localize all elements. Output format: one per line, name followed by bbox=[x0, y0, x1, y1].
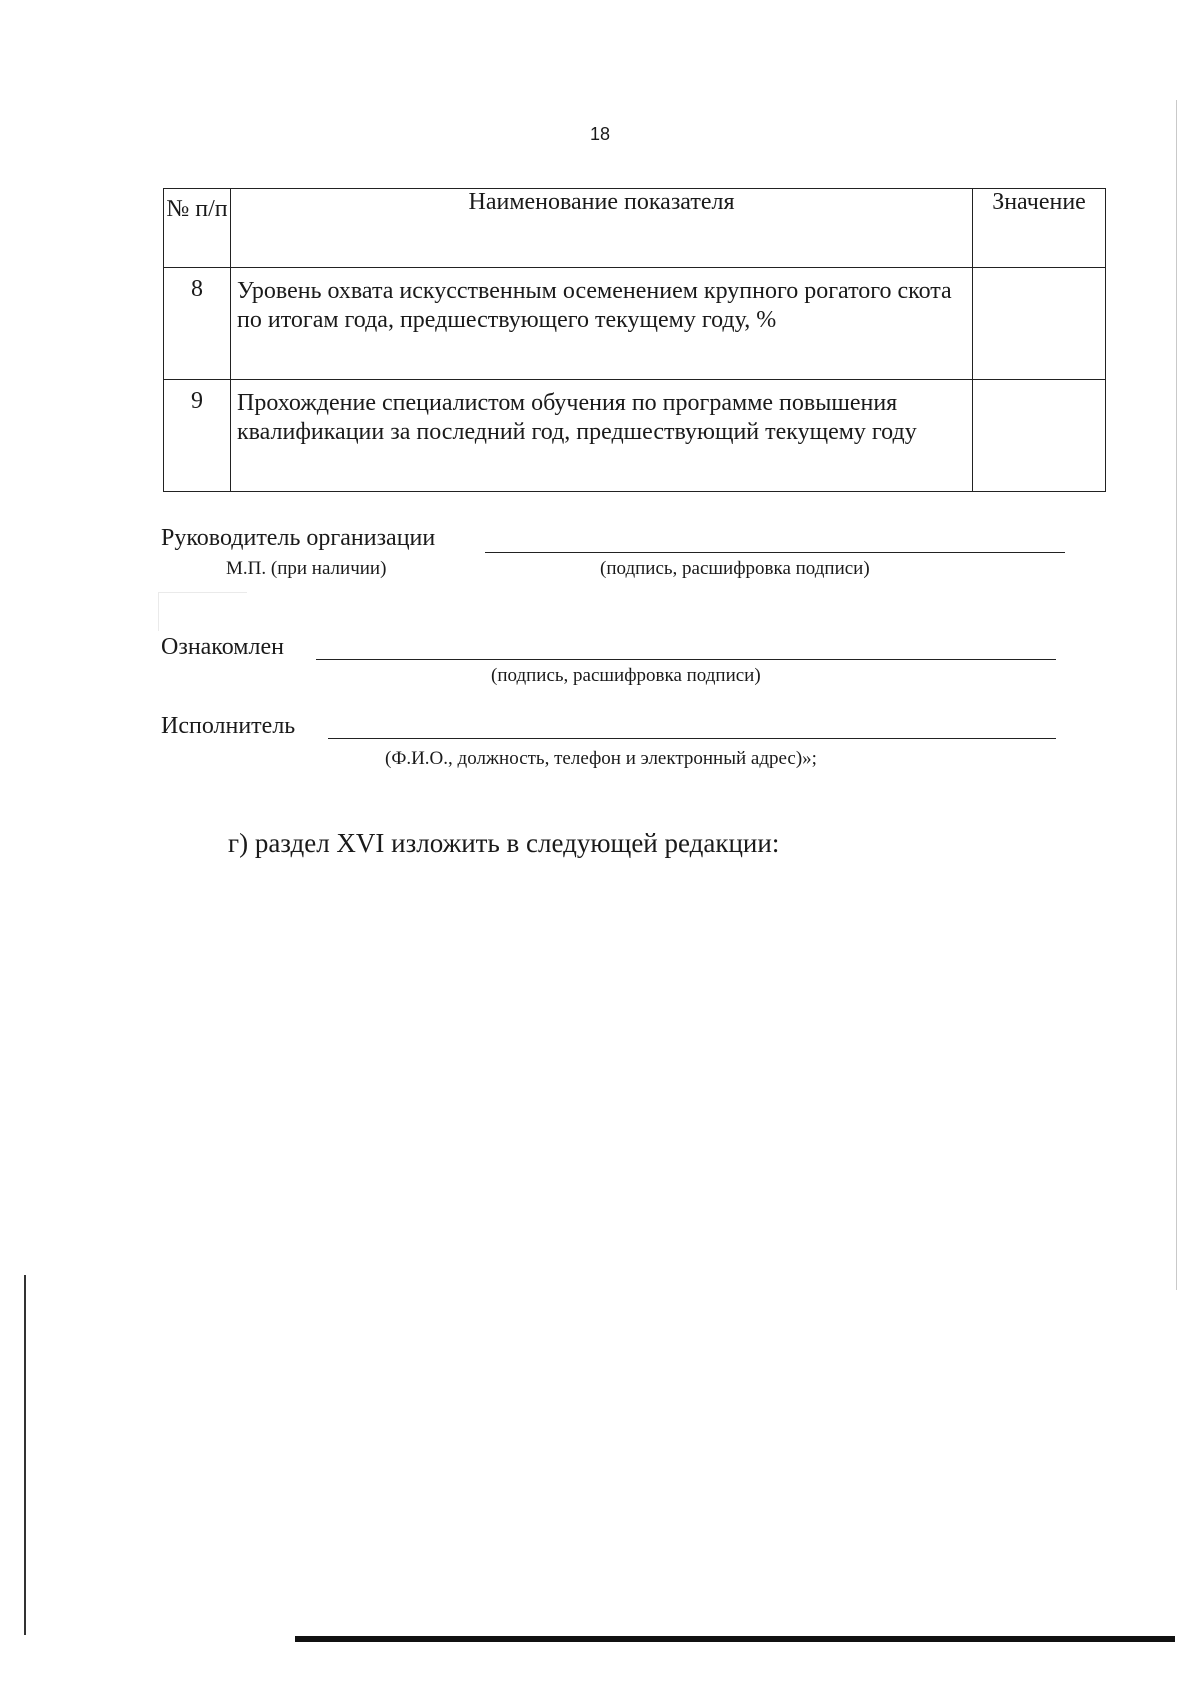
section-instruction: г) раздел XVI изложить в следующей редакции: bbox=[228, 828, 780, 858]
table-row bbox=[164, 380, 1106, 492]
head-signature-hint: (подпись, расшифровка подписи) bbox=[600, 558, 870, 579]
table-row bbox=[164, 268, 1106, 380]
row-indicator-name: Прохождение специалистом обучения по программе повышения квалификации за последний год, предшествующий текущему году bbox=[231, 380, 973, 492]
indicators-table bbox=[163, 188, 1106, 492]
bottom-rule bbox=[295, 1636, 1175, 1642]
scan-edge-left bbox=[24, 1275, 26, 1635]
row-number: 9 bbox=[164, 380, 231, 492]
executor-label: Исполнитель bbox=[161, 713, 296, 739]
stamp-caption: М.П. (при наличии) bbox=[226, 558, 387, 579]
head-signature-line[interactable] bbox=[485, 552, 1065, 553]
page-number: 18 bbox=[589, 124, 611, 144]
acquainted-hint: (подпись, расшифровка подписи) bbox=[491, 665, 761, 686]
scan-edge-right bbox=[1176, 100, 1177, 1290]
header-value: Значение bbox=[973, 189, 1106, 268]
executor-line[interactable] bbox=[328, 738, 1056, 739]
row-number: 8 bbox=[164, 268, 231, 380]
row-indicator-name: Уровень охвата искусственным осеменением крупного рогатого скота по итогам года, предшествующего текущему году, % bbox=[231, 268, 973, 380]
row-value[interactable] bbox=[973, 380, 1106, 492]
header-indicator-name: Наименование показателя bbox=[231, 189, 973, 268]
stamp-area bbox=[158, 592, 247, 631]
table-header-row bbox=[164, 189, 1106, 268]
row-value[interactable] bbox=[973, 268, 1106, 380]
header-number: № п/п bbox=[164, 189, 231, 268]
executor-hint: (Ф.И.О., должность, телефон и электронный адрес)»; bbox=[385, 748, 817, 769]
acquainted-signature-line[interactable] bbox=[316, 659, 1056, 660]
acquainted-label: Ознакомлен bbox=[161, 634, 284, 660]
head-signature-label: Руководитель организации bbox=[161, 525, 436, 551]
